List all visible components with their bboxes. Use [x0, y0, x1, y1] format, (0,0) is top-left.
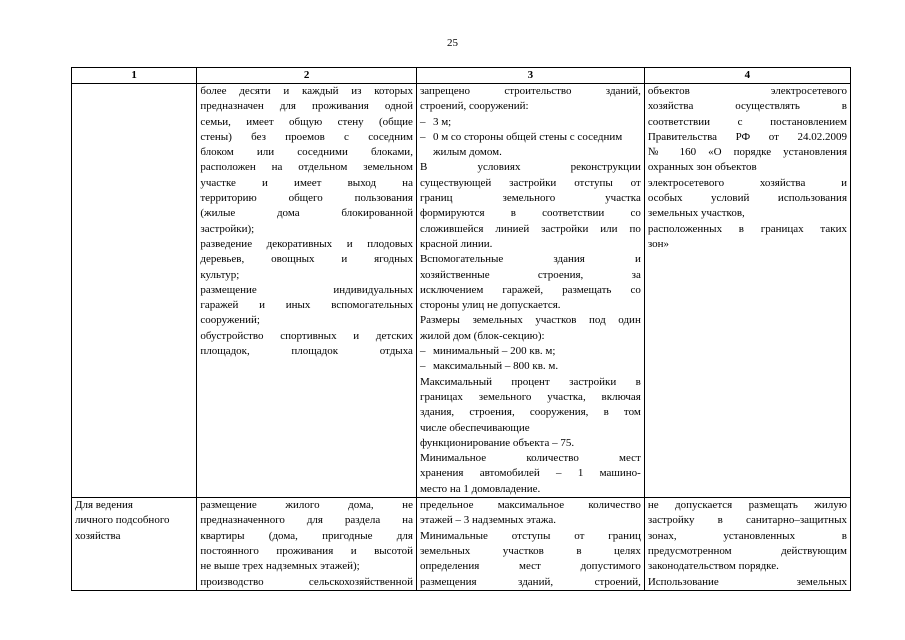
text-line: предназначен для проживания одной	[200, 100, 413, 113]
row1-zone-cell	[72, 84, 197, 498]
text-line: красной линии.	[419, 237, 493, 250]
header-row	[72, 68, 851, 84]
text-line: хозяйственные строения, за	[419, 268, 641, 281]
text-line: Минимальные отступы от границ	[419, 529, 641, 542]
text-line: этажей – 3 надземных этажа.	[419, 514, 556, 527]
text-line: границах земельного участка, включая	[419, 390, 641, 403]
text-line: (жилые дома блокированной	[200, 207, 413, 220]
text-line: Использование земельных	[647, 575, 847, 588]
text-line: размещения зданий, строений,	[419, 575, 641, 588]
text-line: размещение жилого дома, не	[200, 499, 413, 512]
text-line: охранных зон объектов	[647, 161, 757, 174]
text-line: не допускается размещать жилую	[647, 499, 847, 512]
row1-restrictions-cell	[644, 84, 850, 498]
text-line: законодательством порядке.	[647, 560, 779, 573]
text-line: более десяти и каждый из которых	[200, 85, 413, 97]
text-line: застройки);	[200, 222, 255, 235]
text-line: предназначенного для раздела на	[200, 514, 413, 527]
dash-item-text: 3 м;	[432, 115, 452, 128]
text-line: участке и имеет выход на	[200, 176, 413, 189]
text-line: соответствии с постановлением	[647, 115, 847, 128]
text-line: не выше трех надземных этажей);	[200, 560, 360, 573]
header-col-1: 1	[72, 68, 197, 84]
dash-list-item	[420, 115, 641, 130]
land-use-table	[71, 67, 851, 591]
dash-marker: –	[419, 360, 426, 373]
dash-marker: –	[419, 345, 426, 358]
text-line: сложившейся линией застройки или по	[419, 222, 641, 235]
page-number: 25	[447, 37, 458, 49]
dash-marker: –	[419, 115, 426, 128]
table-row	[72, 84, 851, 498]
text-line: электросетевого хозяйства и	[647, 176, 847, 189]
dash-item-text: 0 м со стороны общей стены с соседним жилым домом.	[432, 130, 623, 159]
header-col-2: 2	[197, 68, 417, 84]
text-line: площадок, площадок отдыха	[200, 345, 413, 358]
text-line: деревьев, овощных и ягодных	[200, 253, 413, 266]
text-line: Для ведения	[75, 499, 133, 512]
text-line: хозяйства	[75, 529, 121, 542]
text-line: территорию общего пользования	[200, 192, 413, 205]
text-line: Минимальное количество мест	[419, 452, 641, 465]
text-line: размещение индивидуальных	[200, 283, 413, 296]
text-line: определения мест допустимого	[419, 560, 641, 573]
text-line: стороны улиц не допускается.	[419, 299, 561, 312]
text-line: место на 1 домовладение.	[419, 482, 541, 495]
header-col-4: 4	[644, 68, 850, 84]
text-line: числе обеспечивающие	[419, 421, 530, 434]
text-line: существующей застройки отступы от	[419, 176, 641, 189]
dash-marker: –	[419, 130, 426, 143]
text-line: земельных участков в целях	[419, 544, 641, 557]
text-line: производство сельскохозяйственной	[200, 575, 413, 588]
header-col-3: 3	[416, 68, 644, 84]
dash-list-item	[420, 130, 641, 161]
text-line: объектов электросетевого	[647, 85, 847, 97]
text-line: формируются в соответствии со	[419, 207, 641, 220]
text-line: Размеры земельных участков под один	[419, 314, 641, 327]
table-row	[72, 498, 851, 591]
row2-parameters-cell	[416, 498, 644, 591]
text-line: Вспомогательные здания и	[419, 253, 641, 266]
text-line: исключением гаражей, размещать со	[419, 283, 641, 296]
text-line: строений, сооружений:	[419, 100, 529, 113]
text-line: В условиях реконструкции	[419, 161, 641, 174]
text-line: сооружений;	[200, 314, 260, 327]
text-line: культур;	[200, 268, 240, 281]
row1-parameters-cell	[416, 84, 644, 498]
text-line: расположенных в границах таких	[647, 222, 847, 235]
dash-item-text: максимальный – 800 кв. м.	[432, 360, 559, 373]
text-line: № 160 «О порядке установления	[647, 146, 847, 159]
text-line: предельное максимальное количество	[419, 499, 641, 512]
row2-restrictions-cell	[644, 498, 850, 591]
row2-permitted-uses-cell	[197, 498, 417, 591]
dash-item-text: минимальный – 200 кв. м;	[432, 345, 556, 358]
text-line: застройку в санитарно–защитных	[647, 514, 847, 527]
dash-list-item	[420, 359, 641, 374]
text-line: семьи, имеет общую стену (общие	[200, 115, 413, 128]
text-line: жилой дом (блок-секцию):	[419, 329, 545, 342]
text-line: расположен на отдельном земельном	[200, 161, 413, 174]
text-line: постоянного проживания и высотой	[200, 544, 413, 557]
text-line: личного подсобного	[75, 514, 170, 527]
text-line: границ земельного участка	[419, 192, 641, 205]
text-line: Правительства РФ от 24.02.2009	[647, 130, 847, 143]
text-line: запрещено строительство зданий,	[419, 85, 641, 97]
row1-permitted-uses-cell	[197, 84, 417, 498]
text-line: здания, строения, сооружения, в том	[419, 406, 641, 419]
text-line: квартиры (дома, пригодные для	[200, 529, 413, 542]
text-line: предусмотренном действующим	[647, 544, 847, 557]
row2-zone-cell	[72, 498, 197, 591]
text-line: Максимальный процент застройки в	[419, 375, 641, 388]
dash-list-item	[420, 344, 641, 359]
text-line: зонах, установленных в	[647, 529, 847, 542]
text-line: блоком или соседними блоками,	[200, 146, 413, 159]
text-line: обустройство спортивных и детских	[200, 329, 413, 342]
text-line: зон»	[647, 237, 670, 250]
text-line: хранения автомобилей – 1 машино-	[419, 467, 641, 480]
text-line: земельных участков,	[647, 207, 745, 220]
text-line: разведение декоративных и плодовых	[200, 237, 413, 250]
text-line: гаражей и иных вспомогательных	[200, 299, 413, 312]
text-line: особых условий использования	[647, 192, 847, 205]
text-line: стены) без проемов с соседним	[200, 130, 413, 143]
text-line: хозяйства осуществлять в	[647, 100, 847, 113]
text-line: функционирование объекта – 75.	[419, 436, 575, 449]
